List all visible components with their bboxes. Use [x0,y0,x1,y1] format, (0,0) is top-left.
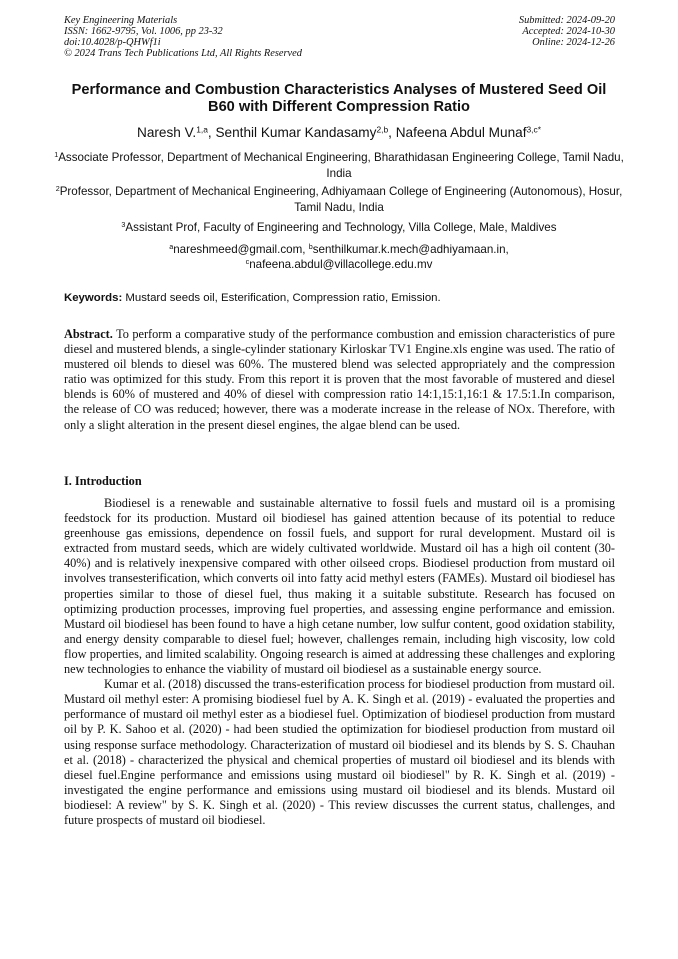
email-mark: b [308,242,313,252]
introduction-body [64,496,615,828]
affiliation-1 [50,150,628,182]
author-affiliation-mark: 2,b [376,124,389,135]
affiliation-3 [50,220,628,236]
journal-copyright: © 2024 Trans Tech Publications Ltd, All Rights Reserved [64,48,302,59]
section-heading: I. Introduction [64,474,142,488]
author-separator: , [388,125,396,140]
affiliation-mark: 1 [54,150,59,160]
author-separator: , [207,125,216,140]
accepted-date: Accepted: 2024-10-30 [522,26,615,37]
keywords-text: Mustard seeds oil, Esterification, Compression ratio, Emission. [122,292,441,304]
submitted-date: Submitted: 2024-09-20 [518,15,615,26]
abstract-label: Abstract. [64,327,113,341]
online-date: Online: 2024-12-26 [532,37,615,48]
email-link[interactable]: senthilkumar.k.mech@adhiyamaan.in, [312,243,509,256]
keywords-label: Keywords: [64,292,123,304]
affiliation-text: Professor, Department of Mechanical Engineering, Adhiyamaan College of Engineering (Autonomous), Hosur, Tamil Nadu, India [59,185,623,214]
affiliation-text: Associate Professor, Department of Mechanical Engineering, Bharathidasan Engineering College, Tamil Nadu, India [58,151,624,180]
abstract-text: To perform a comparative study of the performance combustion and emission characteristics of pure diesel and mustered blends, a single-cylinder stationary Kirloskar TV1 Engine.xls engine was used. The ratio of mustered oil blends to diesel was 60%. The mustered blend was selected appropriately and the compression ratio was optimized for this study. From this report it is proven that the most favorable of mustered and diesel blends is 60% of mustered and 40% of diesel with compression ratio 14:1,15:1,16:1 & 17.5:1.In comparison, the release of CO was reduced; however, there was a moderate increase in the release of NOx. Therefore, with only a slight alteration in the present diesel engines, the algae blend can be used. [64,327,615,432]
author-name: Naresh V. [137,125,197,140]
affiliation-mark: 3 [121,220,126,230]
email-link[interactable]: nafeena.abdul@villacollege.edu.mv [249,258,433,271]
journal-header-left [64,15,302,59]
author-name: Senthil Kumar Kandasamy [215,125,377,140]
journal-header-right [519,15,615,48]
journal-issn: ISSN: 1662-9795, Vol. 1006, pp 23-32 [64,26,223,37]
affiliation-mark: 2 [55,184,60,194]
paragraph: Biodiesel is a renewable and sustainable alternative to fossil fuels and mustard oil is a promising feedstock for its production. Mustard oil biodiesel has gained attention because of its potential to reduce greenhouse gas emissions, dependence on fossil fuels, and support for rural development. Mustard oil is extracted from mustard seeds, which are widely cultivated worldwide. Mustard oil has a high oil content (30-40%) and is relatively inexpensive compared with other oilseed crops. Biodiesel production from mustard oil involves transesterification, which converts oil into fatty acid methyl esters (FAMEs). Mustard oil biodiesel has properties similar to those of diesel fuel, thus making it a suitable substitute. Research has focused on optimizing production processes, improving fuel properties, and assessing engine performance and emission. Mustard oil biodiesel has been found to have a high cetane number, low sulfur content, good oxidation stability, and energy density comparable to diesel fuel; however, challenges remain, including high viscosity, low cold flow properties, and limited scalability. Ongoing research is aimed at addressing these challenges and exploring new technologies to enhance the viability of mustard oil biodiesel as a sustainable energy source. [64,496,615,677]
author-name: Nafeena Abdul Munaf [395,125,527,140]
journal-doi[interactable]: doi:10.4028/p-QHWf1i [64,37,161,48]
email-link[interactable]: nareshmeed@gmail.com, [173,243,309,256]
author-list [40,125,638,141]
abstract [64,327,615,433]
paper-title: Performance and Combustion Characteristics Analyses of Mustered Seed Oil B60 with Different Compression Ratio [71,82,607,115]
paragraph: Kumar et al. (2018) discussed the trans-esterification process for biodiesel production from mustard oil. Mustard oil methyl ester: A promising biodiesel fuel by A. K. Singh et al. (2019) - evaluated the properties and performance of mustard oil methyl ester as a biodiesel fuel. Optimization of biodiesel production from mustard oil by P. K. Sahoo et al. (2020) - had been studied the optimization for biodiesel production from mustard oil using response surface methodology. Characterization of mustard oil biodiesel and its blends by S. S. Chauhan et al. (2018) - characterized the physical and chemical properties of mustard oil biodiesel and its blends with diesel fuel.Engine performance and emissions using mustard oil biodiesel" by R. K. Singh et al. (2019) - investigated the engine performance and emissions using mustard oil biodiesel and its blends. Mustard oil biodiesel: A review" by S. K. Singh et al. (2020) - This review discusses the current status, challenges, and future prospects of mustard oil biodiesel. [64,677,615,827]
affiliation-text: Assistant Prof, Faculty of Engineering and Technology, Villa College, Male, Maldives [125,221,557,234]
author-emails [50,242,628,272]
author-affiliation-mark: 3,c* [526,124,541,135]
email-mark: a [169,242,174,252]
author-affiliation-mark: 1,a [196,124,208,135]
journal-name: Key Engineering Materials [64,15,178,26]
email-mark: c [245,257,250,267]
keywords [64,291,616,306]
affiliation-2 [50,184,628,216]
